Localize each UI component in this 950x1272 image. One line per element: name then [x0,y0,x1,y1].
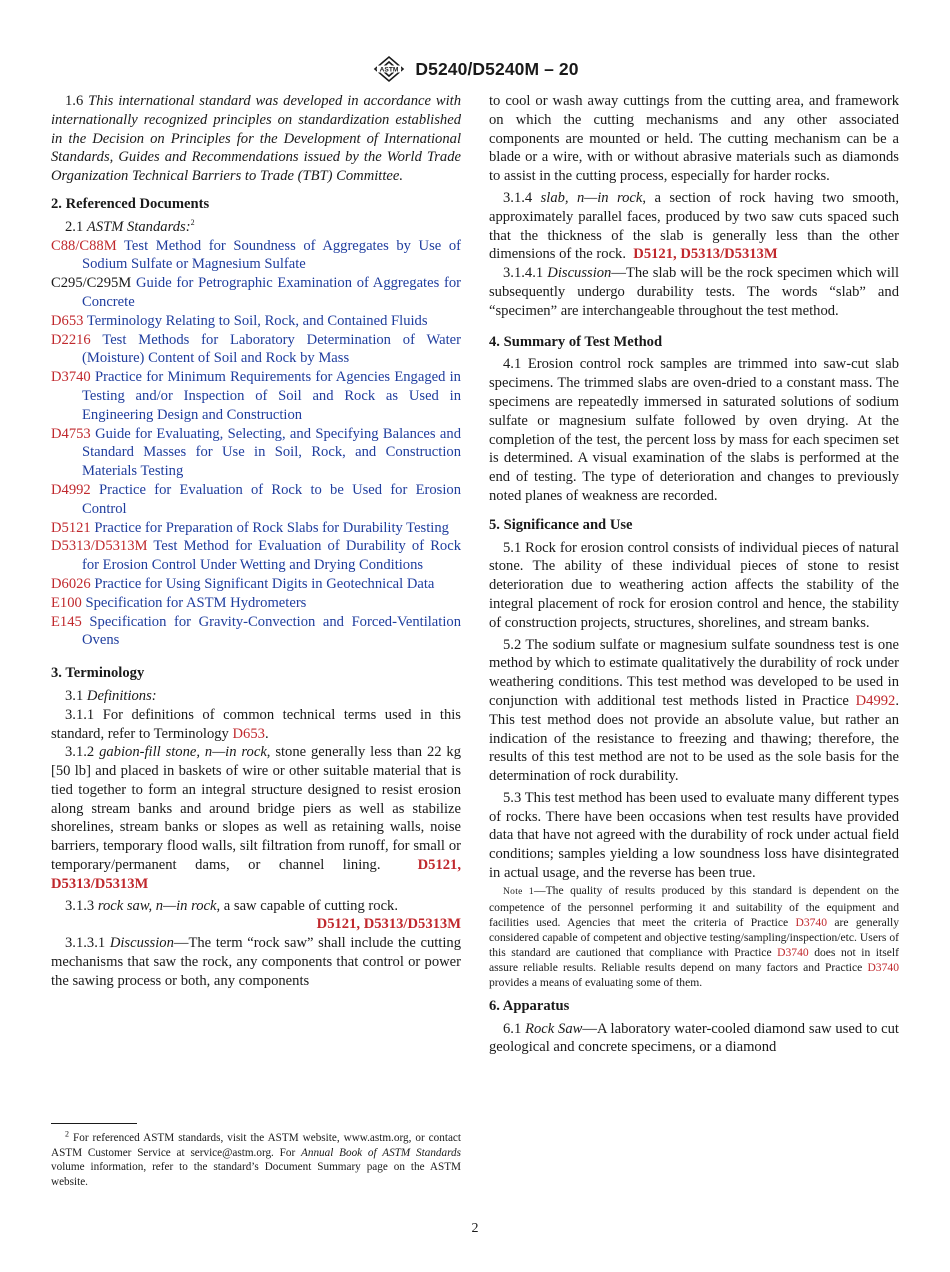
ref-item[interactable]: D5313/D5313M Test Method for Evaluation of Durability of Rock for Erosion Control Under Wetting and Drying Conditions [51,538,461,574]
cite-link[interactable]: D5121 [417,857,458,874]
paragraph-5-3: 5.3 This test method has been used to evaluate many different types of rocks. There have been occasions when test results have provided data that have not agreed with the durability of rock under actual field conditions; samples yielding a low soundness loss have disintegrated in actual usage, and the reverse has been true. [489,789,899,882]
ref-item: C295/C295M Guide for Petrographic Examination of Aggregates for Concrete [51,275,461,310]
paragraph-3-1-3: 3.1.3 rock saw, n—in rock, a saw capable of cutting rock. [65,897,399,914]
paragraph-3-1-1: 3.1.1 For definitions of common technical terms used in this standard, refer to Terminology D653. [51,706,461,742]
paragraph-3-1: 3.1 Definitions: [65,687,157,704]
ref-link[interactable]: D3740 [795,915,828,929]
cite-link[interactable]: D5121 [316,916,357,933]
svg-text:ASTM: ASTM [380,66,399,74]
referenced-documents-list [51,237,461,651]
paragraph-1-6: 1.6 This international standard was developed in accordance with internationally recognized principles on standardization established in the Decision on Principles for the Development of International Standards, Guides and Recommendations issued by the World Trade Organization Technical Barriers to Trade (TBT) Committee. [51,93,462,185]
section-6-heading: 6. Apparatus [489,997,570,1014]
section-5-heading: 5. Significance and Use [489,516,633,533]
paragraph-5-2: 5.2 The sodium sulfate or magnesium sulfate soundness test is one method by which to estimate qualitatively the durability of rock under weathering conditions. This test method was developed to be used in conjunction with additional test methods listed in Practice D4992. This test method does not provide an absolute value, but rather an indication of the resistance to freezing and thawing; therefore, the results of this test method are not to be used as the sole basis for the determination of rock durability. [489,636,899,785]
ref-item[interactable]: E145 Specification for Gravity-Convection and Forced-Ventilation Ovens [51,613,461,649]
ref-item[interactable]: D5121 Practice for Preparation of Rock Slabs for Durability Testing [51,519,449,536]
paragraph-6-1: 6.1 Rock Saw—A laboratory water-cooled diamond saw used to cut geological and concrete specimens, or a diamond [489,1020,899,1056]
paragraph-4-1: 4.1 Erosion control rock samples are trimmed into saw-cut slab specimens. The trimmed slabs are oven-dried to a constant mass. The specimens are repeatedly immersed in saturated solutions of sodium sulfate or magnesium sulfate followed by oven drying. At the completion of the test, the percent loss by mass for each specimen set is determined. A visual examination of the slabs is performed at the end of testing. The type of deterioration and changes to previously noted planes of weakness are recorded. [489,356,899,504]
note-1: Note 1—The quality of results produced by this standard is dependent on the competence of the personnel performing it and suitability of the equipment and facilities used. Agencies that meet the criteria of Practice D3740 are generally considered capable of competent and objective testing/sampling/inspection/etc. Users of this standard are cautioned that compliance with Practice D3740 does not in itself assure reliable results. Reliable results depend on many factors and Practice D3740 provides a means of evaluating some of them. [489,883,899,989]
left-column [51,92,461,991]
cite-link[interactable]: D5313/D5313M [680,246,778,263]
paragraph-continuation: to cool or wash away cuttings from the cutting area, and framework on which the cutting mechanisms and any other associated components are mounted or held. The cutting mechanism can be a blade or a wire, with or without abrasive materials such as diamonds to assist in the cutting process, especially for harder rocks. [489,93,899,185]
cite-link[interactable]: D5121 [633,246,674,263]
paragraph-5-1: 5.1 Rock for erosion control consists of individual pieces of natural stone. The ability of these individual pieces of stone to resist deterioration due to weathering action affects the stability of the integral placement of rock for erosion control and hence, the stability of construction projects, structures, shorelines, and stream banks. [489,539,899,631]
cite-link[interactable]: D5313/D5313M [363,916,461,933]
cite-link[interactable]: D5313/D5313M [51,875,149,892]
ref-link[interactable]: D4992 [855,692,896,709]
paragraph-3-1-2: 3.1.2 gabion-fill stone, n—in rock, stone generally less than 22 kg [50 lb] and placed in baskets of wire or other suitable material that is tied together to form an integral structure designed to resist erosion along stream banks and around bridge piers as well as stabilize shorelines, stream banks or slopes as well as retaining walls, noise barriers, temporary flood walls, silt filtration from runoff, for small or temporary/permanent dams, or channel lining. D5121, D5313/D5313M [51,744,462,892]
ref-item[interactable]: C88/C88M Test Method for Soundness of Aggregates by Use of Sodium Sulfate or Magnesium Sulfate [51,237,461,273]
ref-link[interactable]: D653 [232,725,265,742]
paragraph-3-1-4-1: 3.1.4.1 Discussion—The slab will be the rock specimen which will subsequently undergo durability tests. The words “slab” and “specimen” are interchangeable throughout the test method. [489,265,899,319]
paragraph-3-1-4: 3.1.4 slab, n—in rock, a section of rock having two smooth, approximately parallel faces, produced by two saw cuts spaced such that the thickness of the slab is generally less than the other dimensions of the rock. D5121, D5313/D5313M [489,189,899,263]
ref-item[interactable]: D4992 Practice for Evaluation of Rock to be Used for Erosion Control [51,481,461,517]
citation-line: D5121, D5313/D5313M [316,916,461,933]
paragraph-2-1: 2.1 ASTM Standards:$^2$ [65,217,195,235]
footnote: $^2$ For referenced ASTM standards, visit the ASTM website, www.astm.org, or contact ASTM Customer Service at service@astm.org. For Annual Book of ASTM Standards volume information, refer to the standard’s Document Summary page on the ASTM website. [51,1129,461,1188]
ref-link[interactable]: D3740 [777,945,809,959]
page-number: 2 [471,1221,479,1236]
section-2-heading: 2. Referenced Documents [51,195,210,212]
ref-link[interactable]: D3740 [867,960,899,974]
ref-item[interactable]: D6026 Practice for Using Significant Digits in Geotechnical Data [51,575,435,592]
ref-item[interactable]: E100 Specification for ASTM Hydrometers [51,594,307,611]
right-column [489,92,899,1057]
paragraph-3-1-3-1: 3.1.3.1 Discussion—The term “rock saw” shall include the cutting mechanisms that saw the rock, any components that control or power the sawing process or both, any components [51,935,461,989]
section-4-heading: 4. Summary of Test Method [489,333,663,350]
page-header [0,52,950,86]
ref-item[interactable]: D3740 Practice for Minimum Requirements for Agencies Engaged in Testing and/or Inspection of Soil and Rock as Used in Engineering Design and Construction [51,369,461,423]
ref-item[interactable]: D2216 Test Methods for Laboratory Determination of Water (Moisture) Content of Soil and Rock by Mass [51,331,461,367]
footnote-rule [51,1123,137,1124]
section-3-heading: 3. Terminology [51,665,145,682]
ref-item[interactable]: D4753 Guide for Evaluating, Selecting, and Specifying Balances and Standard Masses for Use in Soil, Rock, and Construction Materials Testing [51,425,461,480]
astm-logo-icon [371,54,407,84]
ref-item[interactable]: D653 Terminology Relating to Soil, Rock, and Contained Fluids [51,312,428,329]
document-id: D5240/D5240M – 20 [415,58,579,79]
